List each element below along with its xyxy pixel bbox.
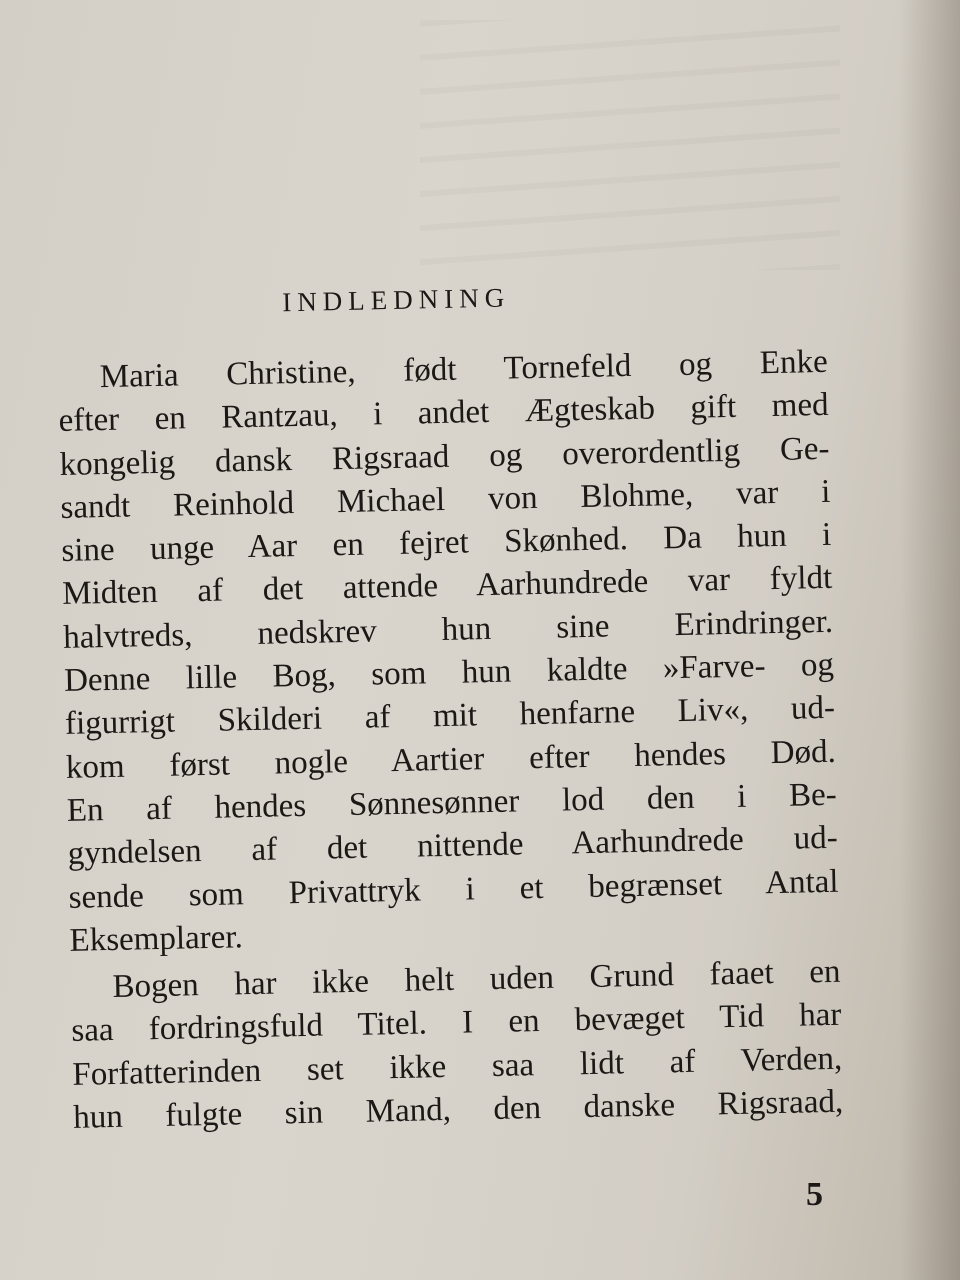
chapter-heading: INDLEDNING [281, 282, 511, 318]
text-line: sine unge Aar en fejret Skønhed. Da hun i [61, 517, 832, 570]
text-line: sende som Privattryk i et begrænset Antal [68, 863, 839, 916]
text-line: Forfatterinden set ikke saa lidt af Verden, [72, 1040, 843, 1093]
text-line: Midten af det attende Aarhundrede var fyldt [61, 560, 833, 613]
text-line: Eksemplarer. [69, 919, 244, 959]
text-line: hun fulgte sin Mand, den danske Rigsraad, [72, 1083, 844, 1136]
text-line: En af hendes Sønnesønner lod den i Be- [66, 776, 838, 829]
paragraph-2 [70, 951, 843, 1140]
text-line: efter en Rantzau, i andet Ægteskab gift med [58, 387, 829, 440]
text-line: Denne lille Bog, som hun kaldte »Farve- og [63, 646, 835, 699]
text-line: kongelig dansk Rigsraad og overordentlig Ge- [59, 430, 830, 483]
text-line: gyndelsen af det nittende Aarhundrede ud- [67, 820, 838, 873]
text-line: saa fordringsfuld Titel. I en bevæget Tid har [71, 997, 842, 1050]
paragraph-1 [57, 341, 840, 963]
page-number: 5 [806, 1176, 823, 1213]
text-line: kom først nogle Aartier efter hendes Død. [65, 733, 837, 786]
text-line: sandt Reinhold Michael von Blohme, var i [60, 473, 831, 526]
text-line: Bogen har ikke helt uden Grund faaet en [112, 953, 841, 1006]
text-line: Maria Christine, født Tornefeld og Enke [99, 343, 829, 396]
text-line: figurrigt Skilderi af mit henfarne Liv«, ud- [64, 690, 836, 743]
show-through-text [420, 20, 840, 270]
text-line: halvtreds, nedskrev hun sine Erindringer. [62, 603, 834, 656]
page-edge-shadow [900, 0, 960, 1280]
text-block [56, 276, 844, 1140]
